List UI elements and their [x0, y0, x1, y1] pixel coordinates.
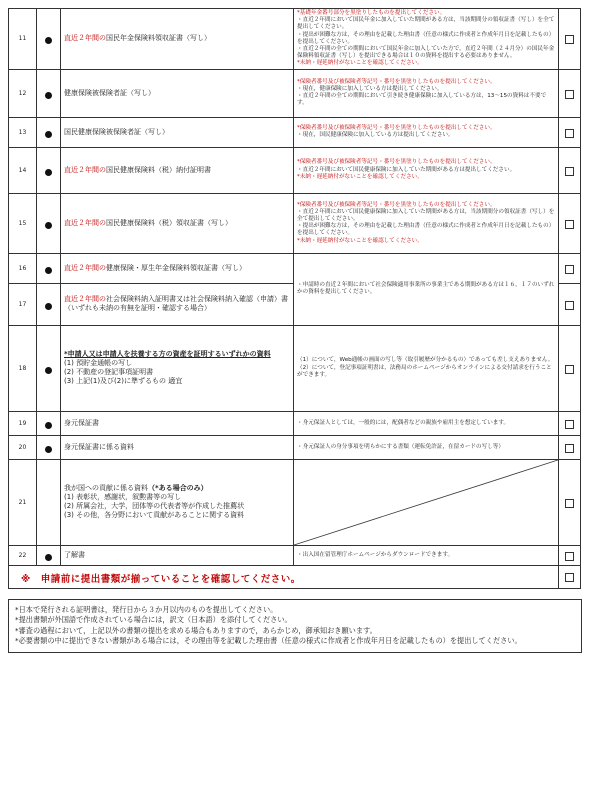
document-notes	[294, 325, 559, 411]
checkbox[interactable]	[565, 301, 574, 310]
checklist-sheet	[8, 8, 580, 653]
document-name	[61, 193, 294, 253]
table-row	[9, 253, 581, 283]
document-notes	[294, 147, 559, 193]
checkbox[interactable]	[565, 420, 574, 429]
row-number: 12	[9, 69, 37, 117]
document-name	[61, 283, 294, 325]
document-name	[61, 9, 294, 70]
checkbox-cell[interactable]	[559, 147, 581, 193]
period-label: 直近２年間の	[64, 263, 106, 272]
row-number: 21	[9, 459, 37, 545]
document-title: 身元保証書	[64, 418, 99, 427]
checkbox[interactable]	[565, 167, 574, 176]
note-line: ・身元保証人としては，一般的には，配偶者などの親族や雇用主を想定しています。	[297, 419, 510, 426]
document-notes	[294, 193, 559, 253]
note-line: ・出入国在留管理庁ホームページからダウンロードできます。	[297, 551, 454, 558]
document-title: *申請人又は申請人を扶養する方の資産を証明するいずれかの資料	[64, 350, 271, 359]
confirmation-banner	[9, 565, 581, 588]
checkbox[interactable]	[565, 444, 574, 453]
note-line: ・提出が困難な方は，その理由を記載した理由書（任意の様式に作成者と作成年月日を記載したもの）を提出してください。	[297, 223, 555, 237]
footer-note: *日本で発行される証明書は，発行日から３か月以内のものを提出してください。	[15, 604, 278, 614]
note-line: （1）について，Web通帳の画面の写し等（取引履歴が分かるもの）であっても差し支えありません。	[297, 357, 554, 364]
checkbox[interactable]	[565, 265, 574, 274]
document-notes	[294, 69, 559, 117]
bullet-icon	[45, 422, 52, 429]
required-marker	[37, 545, 61, 565]
document-notes	[294, 545, 559, 565]
table-row	[9, 69, 581, 117]
note-line: ・直近２年間において国民年金に加入していた期間がある方は，当該期間分の領収証書（写し）を全て提出してください。	[297, 17, 555, 31]
bullet-icon	[45, 222, 52, 229]
list-item: (3) 上記(1)及び(2)に準ずるもの 適宜	[64, 377, 183, 386]
document-name	[61, 459, 294, 545]
document-name	[61, 253, 294, 283]
document-title: 国民健康保険料（税）納付証明書	[106, 165, 211, 174]
footer-note: *必要書類の中に提出できない書類がある場合には，その理由等を記載した理由書（任意の様式に作成者と作成年月日を記載したもの）を提出してください。	[15, 636, 522, 646]
note-line: ・現在，国民健康保険に加入している方は提出してください。	[297, 132, 454, 139]
bullet-icon	[45, 446, 52, 453]
required-marker	[37, 325, 61, 411]
required-marker	[37, 253, 61, 283]
footer-note: *提出書類が外国語で作成されている場合には，訳文（日本語）を添付してください。	[15, 615, 292, 625]
document-name	[61, 411, 294, 435]
document-title: 健康保険被保険者証（写し）	[64, 88, 155, 97]
checkbox[interactable]	[565, 90, 574, 99]
footer-note: *審査の過程において，上記以外の書類の提出を求める場合もありますので，あらかじめ，御承知おき願います。	[15, 625, 377, 635]
list-item: (1) 表彰状，感謝状，叙勲書等の写し	[64, 493, 182, 502]
row-number: 20	[9, 435, 37, 459]
note-line: *未納・遅延納付がないことを確認してください。	[297, 237, 423, 244]
document-name	[61, 147, 294, 193]
period-label: 直近２年間の	[64, 295, 106, 304]
document-title	[64, 484, 290, 493]
document-name	[61, 69, 294, 117]
bullet-icon	[45, 131, 52, 138]
bullet-icon	[45, 169, 52, 176]
checkbox-cell[interactable]	[559, 565, 581, 588]
bullet-icon	[45, 92, 52, 99]
note-line: ・申請時の直近２年間において社会保険適用事業所の事業主である期間がある方は１６，１７のいずれかの資料を提出してください。	[297, 281, 555, 296]
document-title: 国民健康保険料（税）領収証書（写し）	[106, 218, 232, 227]
required-marker	[37, 147, 61, 193]
checkbox[interactable]	[565, 552, 574, 561]
row-number: 11	[9, 9, 37, 70]
document-title: 健康保険・厚生年金保険料領収証書（写し）	[106, 263, 246, 272]
required-marker	[37, 69, 61, 117]
document-title: 身元保証書に係る資料	[64, 442, 134, 451]
note-line: ・身元保証人の身分事項を明らかにする書類（運転免許証，在留カードの写し等）	[297, 443, 504, 450]
document-checklist-table	[8, 8, 581, 589]
checkbox[interactable]	[565, 365, 574, 374]
checkbox[interactable]	[565, 499, 574, 508]
bullet-icon	[45, 303, 52, 310]
table-row	[9, 117, 581, 147]
list-item: (3) その他，各分野において貢献があることに関する資料	[64, 511, 245, 520]
checkbox-cell[interactable]	[559, 283, 581, 325]
checkbox[interactable]	[565, 573, 574, 582]
checkbox-cell[interactable]	[559, 253, 581, 283]
note-line: ・直近２年間において国民健康保険に加入していた期間がある方は提出してください。	[297, 166, 516, 173]
table-row	[9, 147, 581, 193]
list-item: (2) 所属会社，大学，団体等の代表者等が作成した推薦状	[64, 502, 245, 511]
row-number: 16	[9, 253, 37, 283]
checkbox-cell[interactable]	[559, 9, 581, 70]
row-number: 19	[9, 411, 37, 435]
title-text: 我が国への貢献に係る資料	[64, 484, 148, 493]
table-row	[9, 411, 581, 435]
banner-text: ※ 申請前に提出書類が揃っていることを確認してください。	[21, 574, 301, 586]
required-marker	[37, 459, 61, 545]
document-notes	[294, 9, 559, 70]
row-number: 22	[9, 545, 37, 565]
document-title: 国民年金保険料領収証書（写し）	[106, 34, 211, 43]
bullet-icon	[45, 267, 52, 274]
document-title: 社会保険料納入証明書又は社会保険料納入確認（申請）書（いずれも未納の有無を証明・確認する場合）	[64, 295, 288, 313]
table-row	[9, 459, 581, 545]
banner-cell	[9, 565, 559, 588]
bullet-icon	[45, 367, 52, 374]
checkbox-cell[interactable]	[559, 117, 581, 147]
required-marker	[37, 117, 61, 147]
note-line: ・直近２年間の全ての期間において引き続き健康保険に加入している方は，13～15の資料は不要です。	[297, 93, 547, 107]
checkbox-cell[interactable]	[559, 193, 581, 253]
note-line: ・提出が困難な方は，その理由を記載した理由書（任意の様式に作成者と作成年月日を記載したもの）を提出してください。	[297, 31, 555, 45]
row-number: 15	[9, 193, 37, 253]
document-title: 了解書	[64, 550, 85, 559]
bullet-icon	[45, 37, 52, 44]
diagonal-line	[294, 460, 558, 545]
table-row	[9, 325, 581, 411]
table-row	[9, 193, 581, 253]
document-notes	[294, 435, 559, 459]
note-line: *未納・遅延納付がないことを確認してください。	[297, 173, 423, 180]
checkbox-cell[interactable]	[559, 545, 581, 565]
document-name	[61, 545, 294, 565]
list-item: (2) 不動産の登記事項証明書	[64, 368, 154, 377]
document-name	[61, 325, 294, 411]
bullet-icon	[45, 554, 52, 561]
not-applicable-cell	[294, 459, 559, 545]
checkbox[interactable]	[565, 220, 574, 229]
list-item: (1) 預貯金通帳の写し	[64, 359, 133, 368]
row-number: 17	[9, 283, 37, 325]
row-number: 14	[9, 147, 37, 193]
note-line: ・直近２年間において国民健康保険に加入していた期間がある方は，当該期間分の領収証書（写し）を全て提出してください。	[297, 208, 555, 222]
table-row	[9, 9, 581, 70]
period-label: 直近２年間の	[64, 165, 106, 174]
note-line: *保険者番号及び被保険者等記号・番号を黒塗りしたものを提出してください。	[297, 201, 496, 208]
row-number: 13	[9, 117, 37, 147]
required-marker	[37, 9, 61, 70]
checkbox[interactable]	[565, 129, 574, 138]
required-marker	[37, 435, 61, 459]
note-line: *未納・遅延納付がないことを確認してください。	[297, 60, 423, 67]
checkbox-cell[interactable]	[559, 435, 581, 459]
period-label: 直近２年間の	[64, 34, 106, 43]
checkbox-cell[interactable]	[559, 459, 581, 545]
document-notes	[294, 253, 559, 325]
footer-notes	[8, 599, 582, 653]
document-name	[61, 435, 294, 459]
period-label: 直近２年間の	[64, 218, 106, 227]
required-marker	[37, 283, 61, 325]
note-line: *保険者番号及び被保険者等記号・番号を黒塗りしたものを提出してください。	[297, 78, 496, 85]
note-line: （2）について，登記事項証明書は，法務局のホームページからオンラインによる交付請求を行うことができます。	[297, 364, 552, 378]
required-marker	[37, 411, 61, 435]
required-marker	[37, 193, 61, 253]
checkbox-cell[interactable]	[559, 69, 581, 117]
document-notes	[294, 117, 559, 147]
checkbox[interactable]	[565, 35, 574, 44]
table-row	[9, 545, 581, 565]
note-line: ・現在，健康保険に加入している方は提出してください。	[297, 85, 443, 92]
note-line: *保険者番号及び被保険者等記号・番号を黒塗りしたものを提出してください。	[297, 124, 496, 131]
note-line: *基礎年金番号部分を黒塗りしたものを提出してください。	[297, 10, 446, 16]
document-notes	[294, 411, 559, 435]
checkbox-cell[interactable]	[559, 411, 581, 435]
document-title: 国民健康保険被保険者証（写し）	[64, 127, 169, 136]
row-number: 18	[9, 325, 37, 411]
note-line: *保険者番号及び被保険者等記号・番号を黒塗りしたものを提出してください。	[297, 159, 496, 166]
table-row	[9, 435, 581, 459]
title-condition: （*ある場合のみ）	[148, 484, 208, 493]
note-line: ・直近２年間の全ての期間において国民年金に加入していた方で，直近２年間（２４月分）の国民年金保険料領収証書（写し）を提出できる場合は１０の資料を提出する必要はありません。	[297, 46, 555, 60]
checkbox-cell[interactable]	[559, 325, 581, 411]
document-name	[61, 117, 294, 147]
